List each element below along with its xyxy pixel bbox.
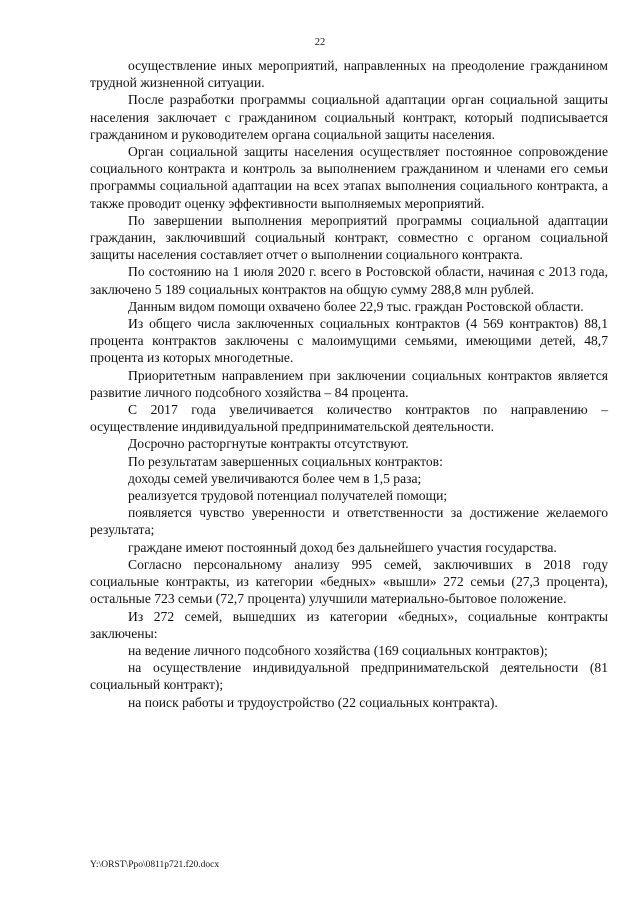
paragraph: С 2017 года увеличивается количество контрактов по направлению – осуществление индивидуальной предпринимательской деятельности. — [90, 402, 608, 435]
paragraph: Из общего числа заключенных социальных контрактов (4 569 контрактов) 88,1 процента контрактов заключены с малоимущими семьями, имеющими детей, 48,7 процента из которых многодетные. — [90, 316, 608, 366]
list-item: реализуется трудовой потенциал получателей помощи; — [128, 488, 448, 504]
footer-file-path: Y:\ORST\Ppo\0811p721.f20.docx — [90, 860, 220, 870]
paragraph: По состоянию на 1 июля 2020 г. всего в Ростовской области, начиная с 2013 года, заключено 5 189 социальных контрактов на общую сумму 288,8 млн рублей. — [90, 264, 608, 297]
paragraph: Согласно персональному анализу 995 семей, заключивших в 2018 году социальные контракты, из категории «бедных» «вышли» 272 семьи (27,3 процента), остальные 723 семьи (72,7 процента) улучшили материально-бытовое положение. — [90, 556, 608, 607]
list-item: на ведение личного подсобного хозяйства (169 социальных контрактов); — [128, 642, 548, 658]
paragraph: Приоритетным направлением при заключении социальных контрактов является развитие личного подсобного хозяйства – 84 процента. — [90, 367, 608, 400]
page-number: 22 — [314, 37, 326, 48]
paragraph: Из 272 семей, вышедших из категории «бедных», социальные контракты заключены: — [90, 608, 608, 641]
list-item: доходы семей увеличиваются более чем в 1,5 раза; — [128, 470, 422, 486]
document-body — [90, 57, 608, 711]
paragraph: По завершении выполнения мероприятий программы социальной адаптации гражданин, заключивший социальный контракт, совместно с органом социальной защиты населения составляет отчет о выполнении социального контракта. — [90, 212, 608, 263]
paragraph: Досрочно расторгнутые контракты отсутствуют. — [128, 436, 409, 452]
paragraph: Данным видом помощи охвачено более 22,9 тыс. граждан Ростовской области. — [128, 298, 584, 314]
list-item: на поиск работы и трудоустройство (22 социальных контракта). — [128, 694, 498, 710]
paragraph: Орган социальной защиты населения осуществляет постоянное сопровождение социального контракта и контроль за выполнением гражданином и членами его семьи программы социальной адаптации на всех этапах выполнения социального контракта, а также проводит оценку эффективности выполняемых мероприятий. — [90, 144, 608, 211]
paragraph: По результатам завершенных социальных контрактов: — [128, 453, 443, 469]
list-item: появляется чувство уверенности и ответственности за достижение желаемого результата; — [90, 505, 608, 538]
list-item: граждане имеют постоянный доход без дальнейшего участия государства. — [128, 539, 557, 555]
paragraph: осуществление иных мероприятий, направленных на преодоление гражданином трудной жизненной ситуации. — [90, 58, 608, 91]
list-item: на осуществление индивидуальной предпринимательской деятельности (81 социальный контракт); — [90, 660, 608, 693]
paragraph: После разработки программы социальной адаптации орган социальной защиты населения заключает с гражданином социальный контракт, который подписывается гражданином и руководителем органа социальной защиты населения. — [90, 92, 608, 142]
